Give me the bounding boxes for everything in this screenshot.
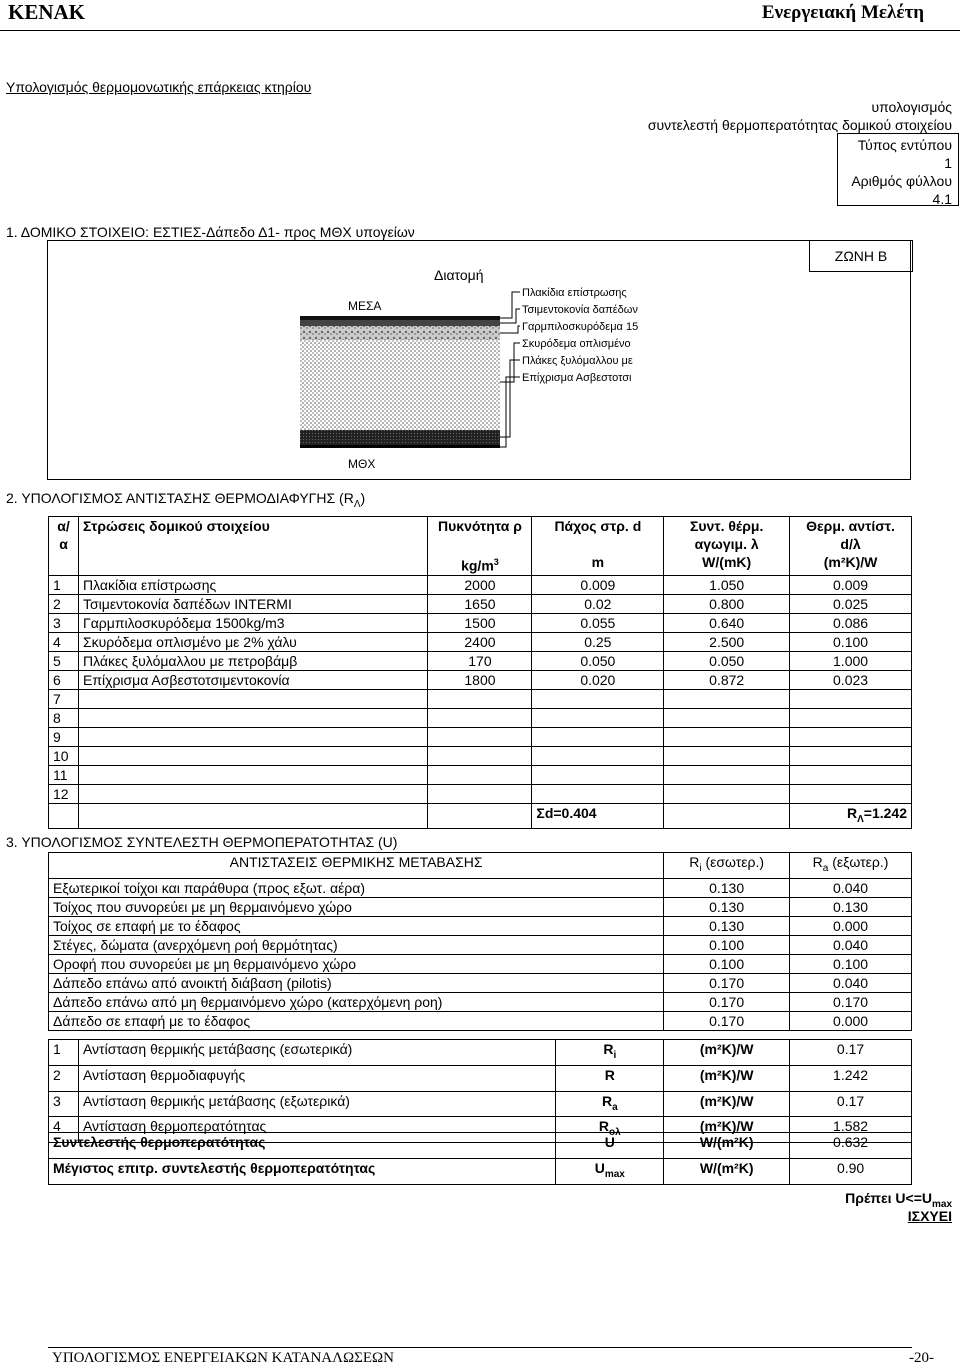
layer-row xyxy=(49,594,912,613)
layer-thickness: 0.055 xyxy=(532,613,664,632)
summary-unit: (m²K)/W xyxy=(664,1065,790,1091)
layer-conductivity xyxy=(664,727,790,746)
layer-number: 9 xyxy=(49,727,79,746)
u-symbol xyxy=(556,1158,664,1184)
col-density: Πυκνότητα ρ xyxy=(428,517,532,554)
layer-label-1: Πλακίδια επίστρωσης xyxy=(522,287,627,299)
transfer-row xyxy=(49,1011,912,1030)
u-symbol xyxy=(556,1133,664,1159)
summary-symbol-subscript: a xyxy=(612,1101,618,1113)
layer-row xyxy=(49,613,912,632)
transfer-ra: 0.000 xyxy=(790,916,912,935)
header-divider xyxy=(0,30,960,31)
layer-number: 7 xyxy=(49,689,79,708)
cross-section-diagram xyxy=(290,282,670,474)
requirement-sub: max xyxy=(931,1198,952,1210)
layer-reinforced-concrete xyxy=(300,340,500,430)
summary-name: Αντίσταση θερμοδιαφυγής xyxy=(78,1065,555,1091)
summary-name: Αντίσταση θερμικής μετάβασης (εξωτερικά) xyxy=(78,1091,555,1117)
layer-conductivity: 0.872 xyxy=(664,670,790,689)
summary-row xyxy=(49,1065,912,1091)
sum-r-sub: Λ xyxy=(857,813,864,825)
summary-symbol-symbol: R xyxy=(604,1066,615,1083)
u-value-table xyxy=(48,1132,912,1185)
col-resistance xyxy=(790,517,912,554)
layer-name: Επίχρισμα Ασβεστοτσιμεντοκονία xyxy=(78,670,428,689)
transfer-row xyxy=(49,973,912,992)
summary-value: 0.17 xyxy=(790,1040,912,1066)
u-row xyxy=(49,1133,912,1159)
layer-resistance: 0.086 xyxy=(790,613,912,632)
layer-name: Πλακίδια επίστρωσης xyxy=(78,575,428,594)
transfer-ri: 0.130 xyxy=(664,916,790,935)
summary-number: 1 xyxy=(49,1040,79,1066)
sum-r-prefix: R xyxy=(846,804,858,821)
requirement-text xyxy=(845,1190,952,1210)
layer-resistance xyxy=(790,708,912,727)
layer-conductivity xyxy=(664,689,790,708)
transfer-row xyxy=(49,878,912,897)
summary-symbol xyxy=(556,1040,664,1066)
summary-symbol-symbol: R xyxy=(598,1118,610,1135)
layer-thickness xyxy=(532,765,664,784)
transfer-case: Στέγες, δώματα (ανερχόμενη ροή θερμότητας) xyxy=(49,935,664,954)
layer-conductivity: 0.050 xyxy=(664,651,790,670)
transfer-case: Εξωτερικοί τοίχοι και παράθυρα (προς εξωτ. αέρα) xyxy=(49,878,664,897)
summary-number: 2 xyxy=(49,1065,79,1091)
ri-sub: i xyxy=(699,862,702,874)
col-conductivity xyxy=(664,517,790,554)
summary-symbol-symbol: R xyxy=(603,1041,614,1057)
section-2-title-sub: Λ xyxy=(353,498,361,510)
layer-conductivity xyxy=(664,708,790,727)
summary-symbol-symbol: R xyxy=(601,1092,613,1109)
transfer-ra: 0.040 xyxy=(790,935,912,954)
layer-conductivity xyxy=(664,765,790,784)
footer-divider xyxy=(48,1347,912,1348)
layer-density: 170 xyxy=(428,651,532,670)
resistance-summary-table xyxy=(48,1039,912,1143)
transfer-case: Οροφή που συνορεύει με μη θερμαινόμενο χώρο xyxy=(49,954,664,973)
sum-blank-2 xyxy=(78,803,428,829)
layer-conductivity: 2.500 xyxy=(664,632,790,651)
layer-screed xyxy=(300,320,500,326)
summary-symbol xyxy=(556,1065,664,1091)
summary-value: 1.582 xyxy=(790,1117,912,1143)
climate-zone: ΖΩΝΗ Β xyxy=(809,240,913,272)
layer-row xyxy=(49,670,912,689)
calculation-title: Υπολογισμός θερμομονωτικής επάρκειας κτηρίου xyxy=(6,79,312,95)
layer-number: 8 xyxy=(49,708,79,727)
layer-thickness: 0.25 xyxy=(532,632,664,651)
unit-density xyxy=(428,553,532,575)
layer-row xyxy=(49,708,912,727)
transfer-row xyxy=(49,897,912,916)
layer-resistance: 0.023 xyxy=(790,670,912,689)
summary-unit: (m²K)/W xyxy=(664,1091,790,1117)
layer-row xyxy=(49,727,912,746)
col-aa: α/α xyxy=(49,517,79,554)
ra-label: (εξωτερ.) xyxy=(828,854,889,870)
section-2-title xyxy=(6,490,365,510)
layer-name: Γαρμπιλοσκυρόδεμα 1500kg/m3 xyxy=(78,613,428,632)
transfer-case: Δάπεδο σε επαφή με το έδαφος xyxy=(49,1011,664,1030)
transfer-case: Τοίχος που συνορεύει με μη θερμαινόμενο χώρο xyxy=(49,897,664,916)
summary-row xyxy=(49,1040,912,1066)
transfer-ri: 0.130 xyxy=(664,897,790,916)
layers-units-row xyxy=(49,553,912,575)
requirement-prefix: Πρέπει U<=U xyxy=(845,1190,932,1206)
form-info-box xyxy=(837,133,959,206)
layer-thickness: 0.009 xyxy=(532,575,664,594)
header-doc-title: Ενεργειακή Μελέτη xyxy=(761,2,924,23)
layer-name xyxy=(78,765,428,784)
layer-density: 1800 xyxy=(428,670,532,689)
layer-resistance xyxy=(790,689,912,708)
layer-row xyxy=(49,746,912,765)
summary-symbol-subscript: ολ xyxy=(609,1127,621,1139)
layer-name: Πλάκες ξυλόμαλλου με πετροβάμβ xyxy=(78,651,428,670)
layer-row xyxy=(49,784,912,803)
transfer-case: Δάπεδο επάνω από ανοικτή διάβαση (pilotis) xyxy=(49,973,664,992)
page-number: -20- xyxy=(909,1350,934,1366)
layer-conductivity xyxy=(664,784,790,803)
u-row xyxy=(49,1158,912,1184)
layer-thickness xyxy=(532,727,664,746)
layer-resistance: 1.000 xyxy=(790,651,912,670)
layer-number: 5 xyxy=(49,651,79,670)
summary-number: 4 xyxy=(49,1117,79,1143)
transfer-ri: 0.170 xyxy=(664,1011,790,1030)
transfer-ra: 0.000 xyxy=(790,1011,912,1030)
sum-resistance xyxy=(790,803,912,829)
layer-row xyxy=(49,765,912,784)
summary-unit: (m²K)/W xyxy=(664,1040,790,1066)
layer-tiles xyxy=(300,316,500,320)
layer-resistance: 0.025 xyxy=(790,594,912,613)
layer-thickness xyxy=(532,689,664,708)
ra-prefix: R xyxy=(812,854,823,870)
layer-row xyxy=(49,632,912,651)
unit-resistance: (m²K)/W xyxy=(790,553,912,575)
u-unit: W/(m²K) xyxy=(664,1133,790,1159)
unit-density-text: kg/m xyxy=(461,557,494,574)
layer-number: 10 xyxy=(49,746,79,765)
form-type-value: 1 xyxy=(944,155,952,171)
layer-label-4: Σκυρόδεμα οπλισμένο xyxy=(522,338,631,350)
layer-resistance xyxy=(790,784,912,803)
layer-lightweight-concrete xyxy=(300,326,500,340)
layer-number: 1 xyxy=(49,575,79,594)
summary-name: Αντίσταση θερμοπερατότητας xyxy=(78,1117,555,1143)
layer-number: 2 xyxy=(49,594,79,613)
section-2-title-close: ) xyxy=(360,490,366,506)
summary-unit: (m²K)/W xyxy=(664,1117,790,1143)
transfer-ra-header xyxy=(790,853,912,879)
sum-r-value: =1.242 xyxy=(863,804,907,821)
transfer-case: Τοίχος σε επαφή με το έδαφος xyxy=(49,916,664,935)
transfer-ra: 0.100 xyxy=(790,954,912,973)
transfer-resistance-table xyxy=(48,852,912,1031)
layer-name: Τσιμεντοκονία δαπέδων INTERMI xyxy=(78,594,428,613)
layer-conductivity xyxy=(664,746,790,765)
layer-density xyxy=(428,765,532,784)
unit-blank-2 xyxy=(78,553,428,575)
layer-row xyxy=(49,575,912,594)
u-symbol-subscript: max xyxy=(604,1168,625,1180)
layers-header-row-1 xyxy=(49,517,912,554)
layer-density: 2000 xyxy=(428,575,532,594)
layer-resistance: 0.009 xyxy=(790,575,912,594)
transfer-ra: 0.170 xyxy=(790,992,912,1011)
layer-density xyxy=(428,708,532,727)
layer-thickness: 0.020 xyxy=(532,670,664,689)
section-2-title-text: 2. ΥΠΟΛΟΓΙΣΜΟΣ ΑΝΤΙΣΤΑΣΗΣ ΘΕΡΜΟΔΙΑΦΥΓΗΣ (R xyxy=(6,490,354,506)
layer-wood-wool xyxy=(300,430,500,445)
layer-resistance xyxy=(790,765,912,784)
transfer-row xyxy=(49,935,912,954)
layer-number: 3 xyxy=(49,613,79,632)
layer-density xyxy=(428,784,532,803)
layer-row xyxy=(49,689,912,708)
verdict-status: ΙΣΧΥΕΙ xyxy=(907,1208,952,1224)
layer-conductivity: 0.640 xyxy=(664,613,790,632)
transfer-ri: 0.100 xyxy=(664,954,790,973)
layer-name xyxy=(78,727,428,746)
sum-blank-3 xyxy=(428,803,532,829)
layer-density xyxy=(428,746,532,765)
transfer-ri: 0.100 xyxy=(664,935,790,954)
layer-plaster xyxy=(300,445,500,448)
col-resistance-line2: d/λ xyxy=(840,536,861,552)
cross-section-title: Διατομή xyxy=(434,267,484,283)
summary-value: 0.17 xyxy=(790,1091,912,1117)
unit-density-exp: 3 xyxy=(493,557,499,567)
layer-label-6: Επίχρισμα Ασβεστοτσι xyxy=(522,372,632,384)
layer-name xyxy=(78,689,428,708)
form-type-label: Τύπος εντύπου xyxy=(857,137,952,153)
layer-label-3: Γαρμπιλοσκυρόδεμα 15 xyxy=(522,321,639,333)
col-thickness: Πάχος στρ. d xyxy=(532,517,664,554)
layer-label-5: Πλάκες ξυλόμαλλου με xyxy=(522,355,633,367)
transfer-case: Δάπεδο επάνω από μη θερμαινόμενο χώρο (κατερχόμενη ροη) xyxy=(49,992,664,1011)
u-symbol-symbol: U xyxy=(604,1134,615,1150)
layer-name xyxy=(78,708,428,727)
layer-number: 6 xyxy=(49,670,79,689)
layer-conductivity: 1.050 xyxy=(664,575,790,594)
transfer-row xyxy=(49,954,912,973)
u-unit: W/(m²K) xyxy=(664,1158,790,1184)
u-value: 0.90 xyxy=(790,1158,912,1184)
transfer-row xyxy=(49,992,912,1011)
u-name: Συντελεστής θερμοπερατότητας xyxy=(49,1133,556,1159)
transfer-ri-header xyxy=(664,853,790,879)
layers-sum-row xyxy=(49,803,912,829)
layer-number: 12 xyxy=(49,784,79,803)
layer-thickness xyxy=(532,708,664,727)
col-resistance-line1: Θερμ. αντίστ. xyxy=(806,518,895,534)
layer-label-2: Τσιμεντοκονία δαπέδων xyxy=(522,304,638,316)
layer-density xyxy=(428,689,532,708)
layer-resistance xyxy=(790,746,912,765)
layer-density: 1500 xyxy=(428,613,532,632)
col-layers: Στρώσεις δομικού στοιχείου xyxy=(78,517,428,554)
summary-name: Αντίσταση θερμικής μετάβασης (εσωτερικά) xyxy=(78,1040,555,1066)
sum-blank-4 xyxy=(664,803,790,829)
ri-prefix: R xyxy=(689,854,700,870)
transfer-ri: 0.170 xyxy=(664,973,790,992)
layer-density: 1650 xyxy=(428,594,532,613)
summary-row xyxy=(49,1091,912,1117)
summary-symbol-subscript: i xyxy=(613,1049,617,1061)
layer-conductivity: 0.800 xyxy=(664,594,790,613)
transfer-ri: 0.170 xyxy=(664,992,790,1011)
unit-thickness: m xyxy=(532,553,664,575)
col-conductivity-line2: αγωγιμ. λ xyxy=(694,536,759,552)
layer-density xyxy=(428,727,532,746)
ri-label: (εσωτερ.) xyxy=(701,854,765,870)
summary-number: 3 xyxy=(49,1091,79,1117)
header-app-name: ΚΕΝΑΚ xyxy=(8,0,86,24)
transfer-header: ΑΝΤΙΣΤΑΣΕΙΣ ΘΕΡΜΙΚΗΣ ΜΕΤΑΒΑΣΗΣ xyxy=(49,853,664,879)
transfer-ra: 0.040 xyxy=(790,973,912,992)
col-conductivity-line1: Συντ. θέρμ. xyxy=(689,518,764,534)
layer-thickness: 0.02 xyxy=(532,594,664,613)
subtitle-line-1: υπολογισμός xyxy=(871,99,952,115)
sheet-number-label: Αριθμός φύλλου xyxy=(851,173,952,189)
layer-thickness xyxy=(532,746,664,765)
summary-value: 1.242 xyxy=(790,1065,912,1091)
footer-title: ΥΠΟΛΟΓΙΣΜΟΣ ΕΝΕΡΓΕΙΑΚΩΝ ΚΑΤΑΝΑΛΩΣΕΩΝ xyxy=(52,1350,395,1366)
layer-resistance: 0.100 xyxy=(790,632,912,651)
sum-blank-1 xyxy=(49,803,79,829)
layer-thickness: 0.050 xyxy=(532,651,664,670)
u-name: Μέγιστος επιτρ. συντελεστής θερμοπερατότητας xyxy=(49,1158,556,1184)
transfer-ri: 0.130 xyxy=(664,878,790,897)
transfer-row xyxy=(49,916,912,935)
ra-sub: a xyxy=(822,862,829,874)
u-value: 0.632 xyxy=(790,1133,912,1159)
sheet-number-value: 4.1 xyxy=(932,191,952,207)
layers-table xyxy=(48,516,912,829)
layer-name xyxy=(78,746,428,765)
layer-density: 2400 xyxy=(428,632,532,651)
layer-resistance xyxy=(790,727,912,746)
layer-name xyxy=(78,784,428,803)
sum-thickness: Σd=0.404 xyxy=(532,803,664,829)
layer-name: Σκυρόδεμα οπλισμένο με 2% χάλυ xyxy=(78,632,428,651)
section-3-title: 3. ΥΠΟΛΟΓΙΣΜΟΣ ΣΥΝΤΕΛΕΣΤΗ ΘΕΡΜΟΠΕΡΑΤΟΤΗΤΑΣ (U) xyxy=(6,834,398,850)
transfer-ra: 0.130 xyxy=(790,897,912,916)
u-symbol-symbol: U xyxy=(594,1159,605,1176)
unit-blank-1 xyxy=(49,553,79,575)
section-1-title: 1. ΔΟΜΙΚΟ ΣΤΟΙΧΕΙΟ: ΕΣΤΙΕΣ-Δάπεδο Δ1- προς ΜΘΧ υπογείων xyxy=(6,224,415,240)
layer-number: 11 xyxy=(49,765,79,784)
inside-label: ΜΕΣΑ xyxy=(348,299,382,313)
unit-conductivity: W/(mK) xyxy=(664,553,790,575)
layer-row xyxy=(49,651,912,670)
summary-symbol xyxy=(556,1091,664,1117)
subtitle-line-2: συντελεστή θερμοπερατότητας δομικού στοιχείου xyxy=(647,117,952,133)
outside-label: ΜΘΧ xyxy=(348,457,376,471)
transfer-header-row xyxy=(49,853,912,879)
transfer-ra: 0.040 xyxy=(790,878,912,897)
layer-number: 4 xyxy=(49,632,79,651)
calculation-subtitle xyxy=(648,98,952,134)
layer-thickness xyxy=(532,784,664,803)
